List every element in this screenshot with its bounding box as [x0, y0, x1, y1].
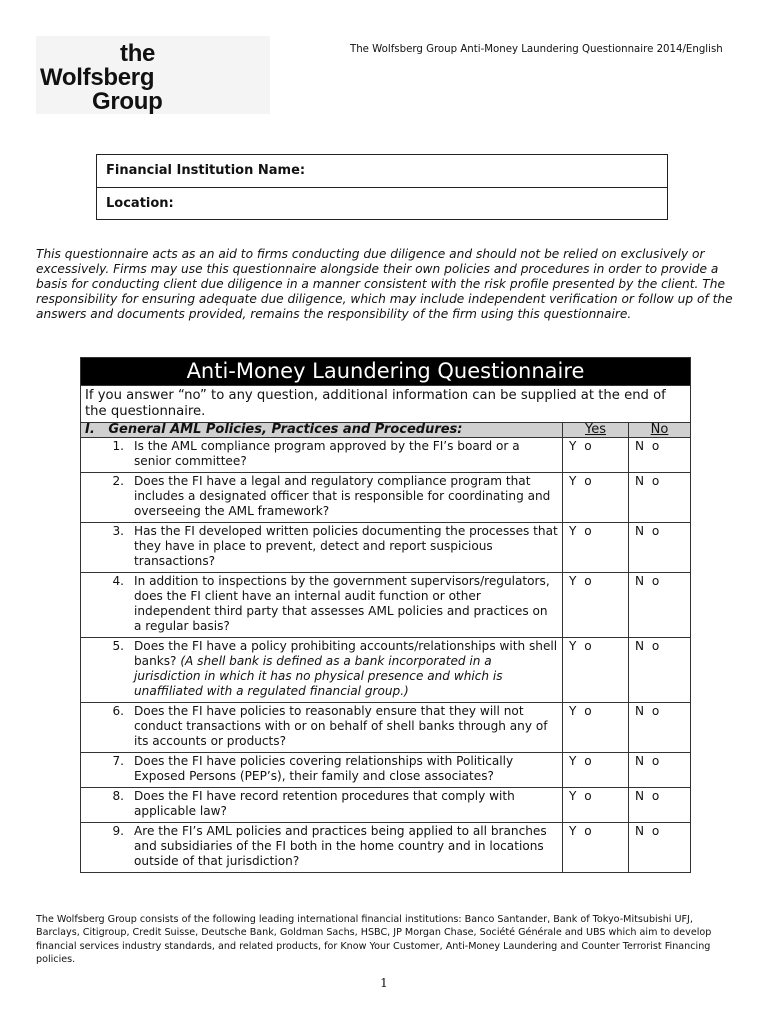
yes-column-header: Yes	[563, 423, 629, 438]
no-column-header: No	[629, 423, 691, 438]
question-number: 3.	[112, 524, 124, 538]
footer-note: The Wolfsberg Group consists of the following leading international financial institutions: Banco Santander, Bank of Tokyo-Mitsubishi UFJ, Barclays, Citigroup, Credit Suisse, Deutsche Bank, Goldman Sachs, HSBC, JP Morgan Chase, Société Générale and UBS which aim to develop financial services industry standards, and related products, for Know Your Customer, Anti-Money Laundering and Counter Terrorist Financing policies.	[36, 914, 712, 966]
question-number: 1.	[112, 439, 124, 453]
institution-name-field: Financial Institution Name:	[106, 163, 306, 178]
question-text: Is the AML compliance program approved by the FI’s board or a senior committee?	[134, 439, 520, 468]
question-text: Does the FI have record retention procedures that comply with applicable law?	[134, 789, 515, 818]
question-text-block	[134, 754, 558, 784]
question-row	[81, 638, 691, 703]
no-option[interactable]: N o	[629, 573, 691, 638]
question-number: 9.	[112, 824, 124, 838]
logo-line-wolfsberg: Wolfsberg	[40, 64, 155, 91]
no-option[interactable]: N o	[629, 438, 691, 473]
question-row	[81, 573, 691, 638]
yes-option[interactable]: Y o	[563, 788, 629, 823]
no-option[interactable]: N o	[629, 638, 691, 703]
yes-option[interactable]: Y o	[563, 473, 629, 523]
question-text-block	[134, 439, 558, 469]
question-text-block	[134, 574, 558, 634]
question-text-block	[134, 639, 558, 699]
question-row	[81, 823, 691, 873]
question-definition: (A shell bank is defined as a bank incorporated in a jurisdiction in which it has no physical presence and which is unaffiliated with a regulated financial group.)	[134, 654, 503, 698]
question-wrap	[81, 474, 558, 519]
question-wrap	[81, 574, 558, 634]
logo-line-the: the	[120, 40, 156, 67]
question-cell	[81, 753, 563, 788]
table-note: If you answer “no” to any question, additional information can be supplied at the end of the questionnaire.	[81, 386, 691, 423]
yes-option[interactable]: Y o	[563, 703, 629, 753]
question-row	[81, 473, 691, 523]
question-number: 4.	[112, 574, 124, 588]
table-title: Anti-Money Laundering Questionnaire	[81, 358, 691, 386]
question-number: 2.	[112, 474, 124, 488]
question-cell	[81, 573, 563, 638]
aml-questionnaire-table	[80, 357, 691, 873]
question-wrap	[81, 439, 558, 469]
question-cell	[81, 438, 563, 473]
question-text-block	[134, 524, 558, 569]
question-wrap	[81, 789, 558, 819]
question-text-block	[134, 824, 558, 869]
yes-option[interactable]: Y o	[563, 638, 629, 703]
question-number: 5.	[112, 639, 124, 653]
question-text: Does the FI have a policy prohibiting accounts/relationships with shell banks?	[134, 639, 558, 668]
question-cell	[81, 788, 563, 823]
section-title	[81, 423, 563, 438]
section-title-text: General AML Policies, Practices and Procedures:	[108, 422, 463, 437]
no-option[interactable]: N o	[629, 788, 691, 823]
no-option[interactable]: N o	[629, 523, 691, 573]
question-text: Does the FI have a legal and regulatory compliance program that includes a designated officer that is responsible for coordinating and overseeing the AML framework?	[134, 474, 551, 518]
location-field: Location:	[97, 187, 667, 219]
question-row	[81, 438, 691, 473]
logo-line-group: Group	[92, 88, 163, 115]
no-option[interactable]: N o	[629, 823, 691, 873]
question-wrap	[81, 824, 558, 869]
intro-paragraph: This questionnaire acts as an aid to firms conducting due diligence and should not be relied on exclusively or excessively. Firms may use this questionnaire alongside their own policies and procedures in order to provide a basis for conducting client due diligence in a manner consistent with the risk profile presented by the client. The responsibility for ensuring adequate due diligence, which may include independent verification or follow up of the answers and documents provided, remains the responsibility of the firm using this questionnaire.	[36, 247, 733, 321]
question-row	[81, 753, 691, 788]
question-text: Does the FI have policies covering relationships with Politically Exposed Persons (PEP’s), their family and close associates?	[134, 754, 514, 783]
question-text: Are the FI’s AML policies and practices being applied to all branches and subsidiaries of the FI both in the home country and in locations outside of that jurisdiction?	[134, 824, 547, 868]
institution-info-box	[96, 154, 668, 220]
question-cell	[81, 638, 563, 703]
question-row	[81, 523, 691, 573]
question-row	[81, 788, 691, 823]
question-cell	[81, 473, 563, 523]
section-number: I.	[85, 422, 95, 437]
question-number: 7.	[112, 754, 124, 768]
question-row	[81, 703, 691, 753]
question-wrap	[81, 704, 558, 749]
section-header-row	[81, 423, 691, 438]
yes-option[interactable]: Y o	[563, 438, 629, 473]
question-wrap	[81, 639, 558, 699]
page-number: 1	[380, 976, 388, 990]
question-text: Has the FI developed written policies documenting the processes that they have in place to prevent, detect and report suspicious transactions?	[134, 524, 558, 568]
no-option[interactable]: N o	[629, 753, 691, 788]
question-number: 6.	[112, 704, 124, 718]
yes-option[interactable]: Y o	[563, 753, 629, 788]
question-text: In addition to inspections by the government supervisors/regulators, does the FI client have an internal audit function or other independent third party that assesses AML policies and practices on a regular basis?	[134, 574, 550, 633]
yes-option[interactable]: Y o	[563, 573, 629, 638]
no-option[interactable]: N o	[629, 703, 691, 753]
yes-option[interactable]: Y o	[563, 523, 629, 573]
question-wrap	[81, 754, 558, 784]
question-wrap	[81, 524, 558, 569]
wolfsberg-logo	[36, 36, 270, 114]
question-text: Does the FI have policies to reasonably ensure that they will not conduct transactions with or on behalf of shell banks through any of its accounts or products?	[134, 704, 548, 748]
no-option[interactable]: N o	[629, 473, 691, 523]
yes-option[interactable]: Y o	[563, 823, 629, 873]
question-cell	[81, 823, 563, 873]
question-number: 8.	[112, 789, 124, 803]
question-cell	[81, 703, 563, 753]
document-header-title: The Wolfsberg Group Anti-Money Laundering Questionnaire 2014/English	[350, 44, 723, 55]
question-cell	[81, 523, 563, 573]
question-text-block	[134, 474, 558, 519]
question-text-block	[134, 704, 558, 749]
question-text-block	[134, 789, 558, 819]
